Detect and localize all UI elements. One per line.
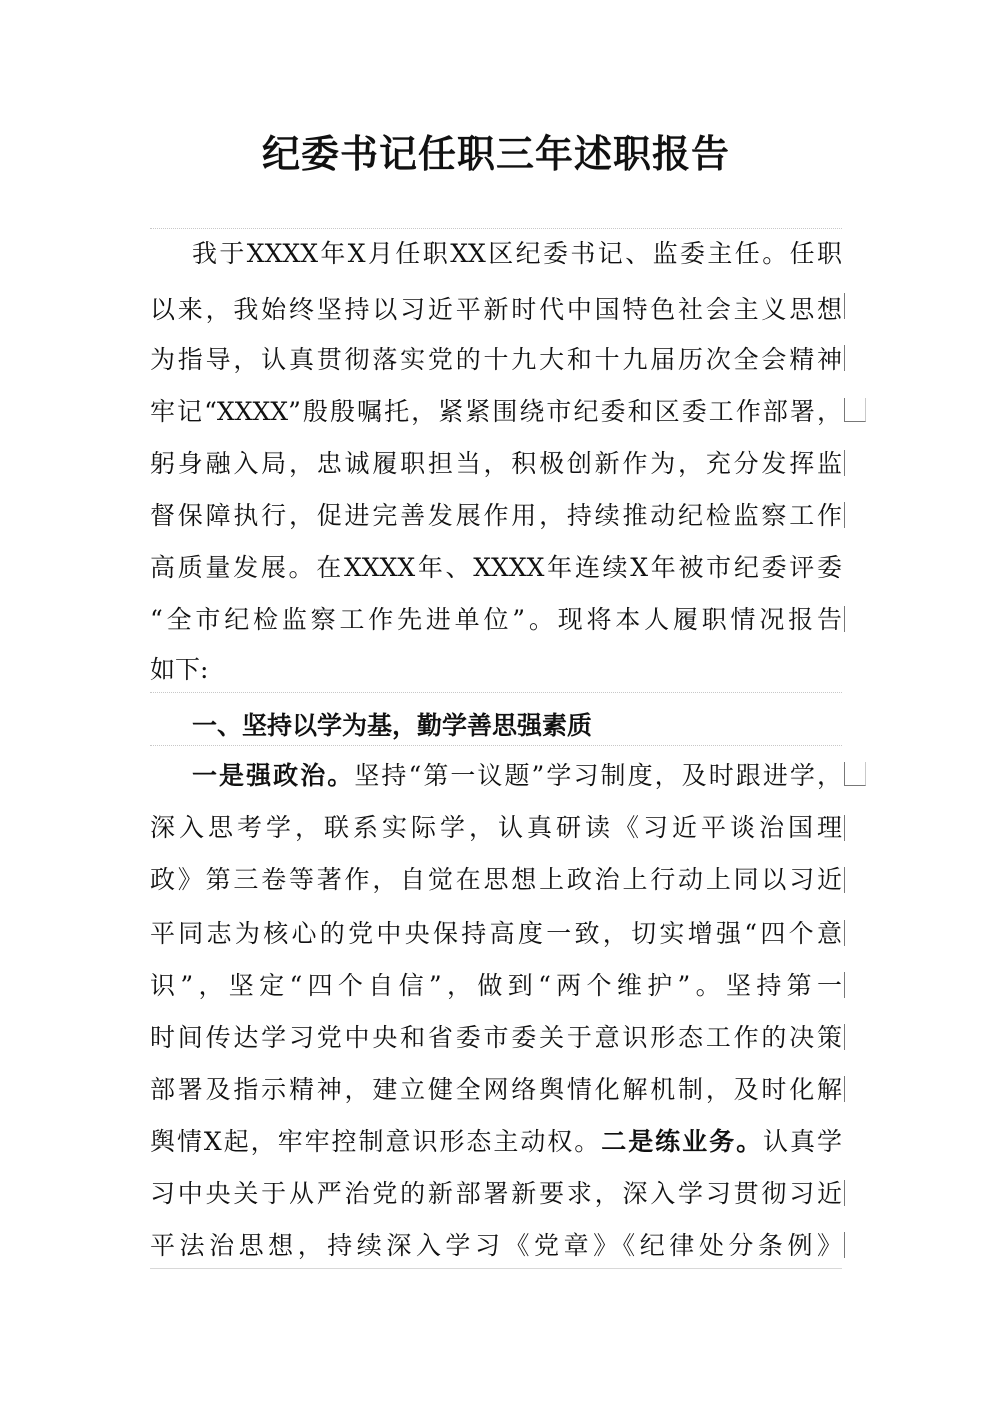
intro-line: 为指导，认真贯彻落实党的十九大和十九届历次全会精神	[150, 345, 842, 374]
line-end-corner-marker	[844, 762, 866, 786]
intro-line: 牢记“XXXX”殷殷嘱托，紧紧围绕市纪委和区委工作部署，	[150, 397, 842, 426]
line-end-marker	[844, 502, 845, 528]
line-end-marker	[844, 450, 845, 476]
section-line: 部署及指示精神，建立健全网络舆情化解机制，及时化解	[150, 1075, 842, 1104]
line-end-marker	[844, 606, 845, 632]
paragraph-boundary	[150, 745, 842, 746]
section-line: 平法治思想，持续深入学习《党章》《纪律处分条例》	[150, 1231, 842, 1260]
line-end-marker	[844, 867, 845, 893]
section-line: 政》第三卷等著作，自觉在思想上政治上行动上同以习近	[150, 865, 842, 894]
section-line	[150, 1116, 842, 1168]
section-heading: 一、坚持以学为基，勤学善思强素质	[192, 711, 593, 740]
point-lead-bold: 二是练业务。	[601, 1127, 764, 1156]
line-end-marker	[844, 1232, 845, 1258]
section-line: 习中央关于从严治党的新部署新要求，深入学习贯彻习近	[150, 1179, 842, 1208]
text-boundary-bottom	[150, 1268, 842, 1269]
line-text: 认真学	[763, 1127, 842, 1156]
line-end-marker	[844, 1180, 845, 1206]
line-end-marker	[844, 920, 845, 946]
line-end-marker	[844, 1076, 845, 1102]
section-line: 识”，坚定“四个自信”，做到“两个维护”。坚持第一	[150, 971, 842, 1000]
line-end-marker	[844, 815, 845, 841]
intro-line: 以来，我始终坚持以习近平新时代中国特色社会主义思想	[150, 295, 842, 324]
point-lead-text: 坚持“第一议题”学习制度，及时跟进学，	[354, 761, 842, 790]
intro-line: “全市纪检监察工作先进单位”。现将本人履职情况报告	[150, 605, 842, 634]
section-line: 平同志为核心的党中央保持高度一致，切实增强“四个意	[150, 919, 842, 948]
paragraph-boundary	[150, 692, 842, 693]
section-line: 时间传达学习党中央和省委市委关于意识形态工作的决策	[150, 1023, 842, 1052]
section-line: 深入思考学，联系实际学，认真研读《习近平谈治国理	[150, 813, 842, 842]
line-end-marker	[844, 345, 845, 371]
line-end-marker	[844, 972, 845, 998]
document-title: 纪委书记任职三年述职报告	[261, 131, 730, 176]
point-lead-bold: 一是强政治。	[192, 761, 355, 790]
intro-line: 督保障执行，促进完善发展作用，持续推动纪检监察工作	[150, 501, 842, 530]
line-end-marker	[844, 1024, 845, 1050]
section-line	[192, 750, 842, 802]
intro-line: 我于XXXX年X月任职XX区纪委书记、监委主任。任职	[192, 239, 842, 268]
intro-line: 躬身融入局，忠诚履职担当，积极创新作为，充分发挥监	[150, 449, 842, 478]
line-end-marker	[844, 293, 845, 319]
line-text: 舆情X起，牢牢控制意识形态主动权。	[150, 1127, 602, 1156]
line-end-corner-marker	[844, 398, 866, 422]
intro-line: 如下:	[150, 655, 209, 684]
intro-line: 高质量发展。在XXXX年、XXXX年连续X年被市纪委评委	[150, 553, 842, 582]
